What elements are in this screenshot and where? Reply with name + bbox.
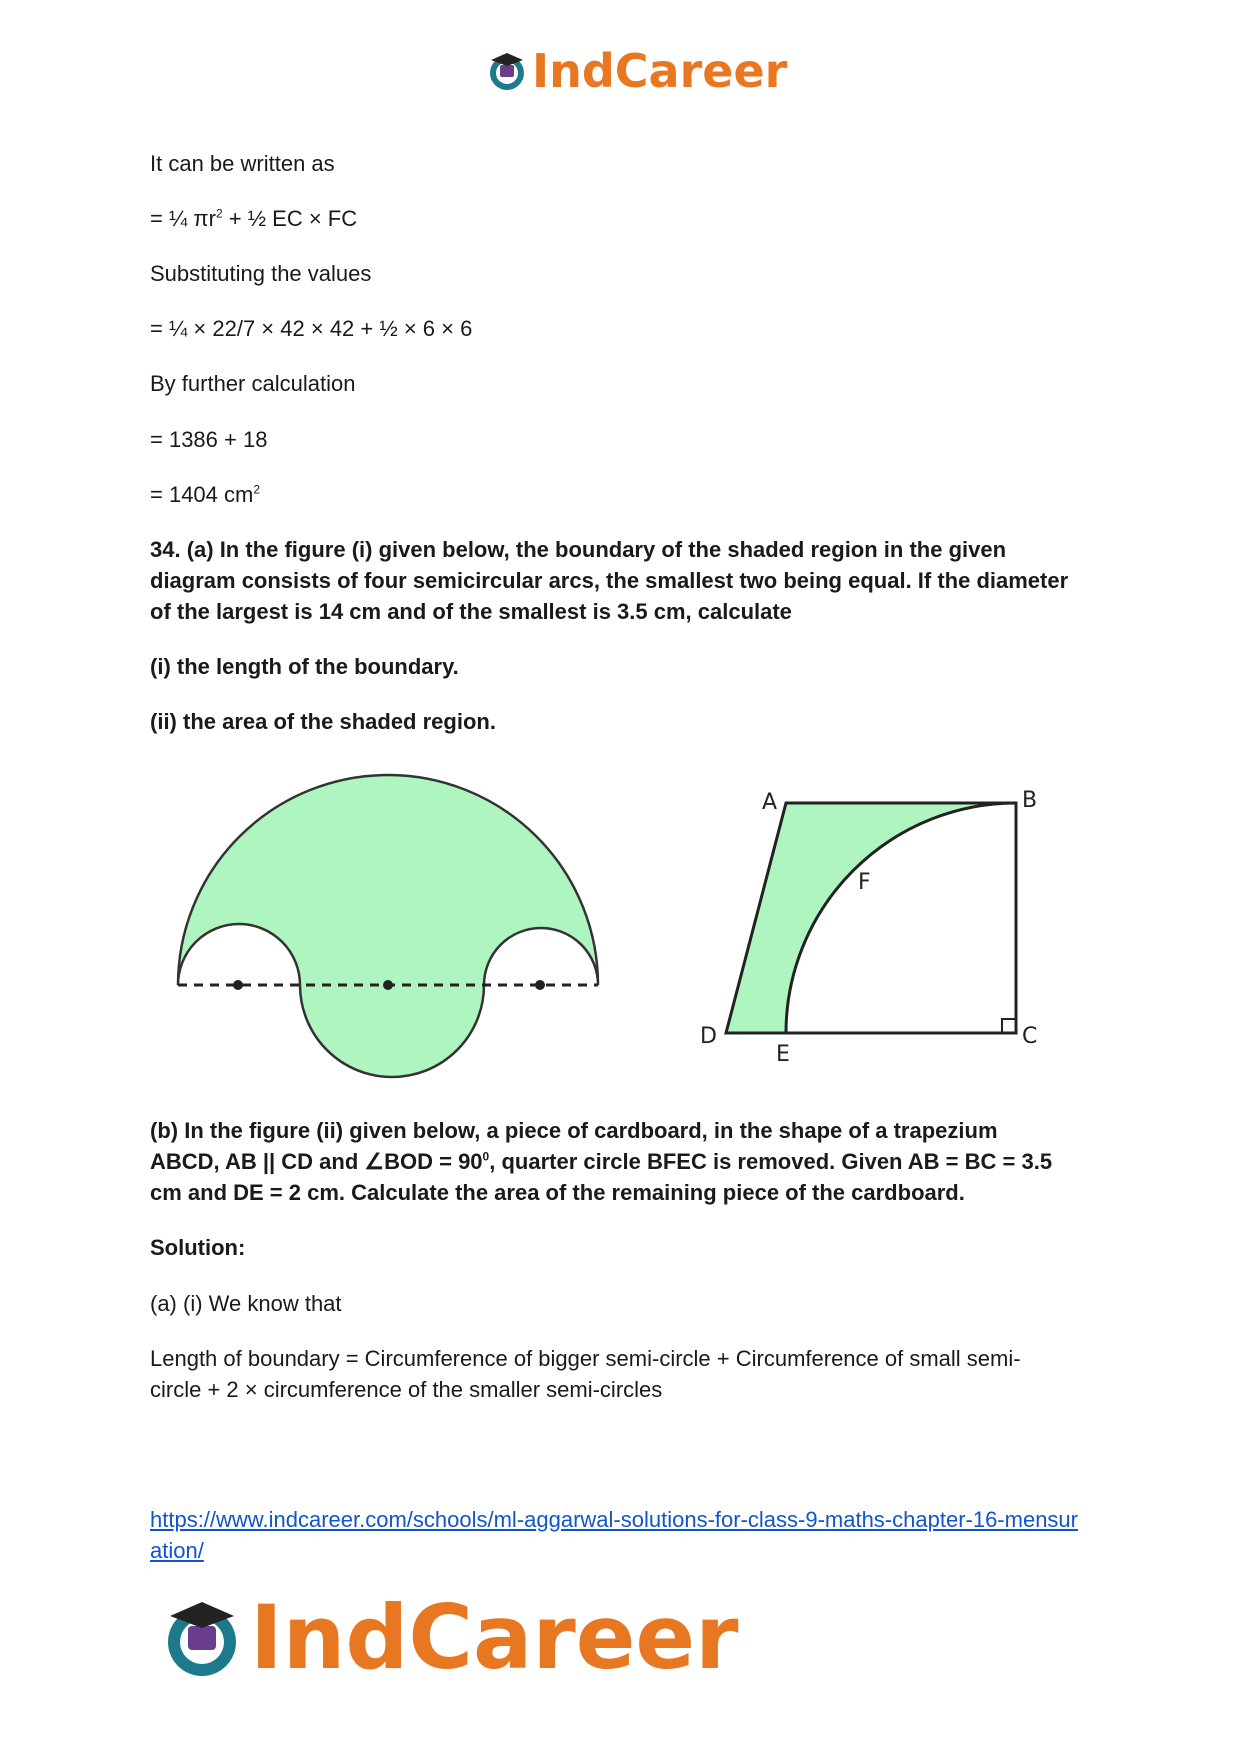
label-c: C	[1022, 1024, 1038, 1049]
source-link[interactable]: https://www.indcareer.com/schools/ml-aggarwal-solutions-for-class-9-maths-chapter-16-mensuration/	[150, 1507, 1078, 1563]
formula-line: = ¼ $\pi r^2$ + ½ EC × FC	[150, 206, 358, 231]
text-line: It can be written as	[150, 151, 335, 176]
center-point	[383, 980, 393, 990]
text-line: Substituting the values	[150, 261, 372, 286]
question-34a: 34. (a) In the figure (i) given below, the boundary of the shaded region in the given diagram consists of four semicircular arcs, the smallest two being equal. If the diameter of the largest is 14 cm and of the smallest is 3.5 cm, calculate	[150, 537, 1069, 624]
graduation-globe-icon	[486, 50, 528, 92]
center-point	[233, 980, 243, 990]
figure-i-semicircles	[170, 770, 610, 1090]
graduation-globe-icon	[160, 1596, 244, 1680]
center-point	[535, 980, 545, 990]
brand-name: IndCareer	[532, 44, 788, 98]
label-b: B	[1022, 788, 1038, 813]
label-f: F	[858, 870, 871, 895]
text-line: By further calculation	[150, 371, 356, 396]
question-part-i: (i) the length of the boundary.	[150, 654, 459, 679]
question-part-ii: (ii) the area of the shaded region.	[150, 709, 496, 734]
header-logo	[486, 44, 787, 98]
shaded-region	[726, 803, 1016, 1033]
label-a: A	[762, 790, 778, 815]
solution-heading: Solution:	[150, 1235, 246, 1260]
formula-line: = 1404 $cm^2$	[150, 482, 261, 507]
brand-name: IndCareer	[250, 1586, 739, 1689]
shaded-region	[178, 775, 598, 1077]
footer-logo	[160, 1586, 739, 1689]
text-line: Length of boundary = Circumference of bigger semi-circle + Circumference of small semi-circle + 2 × circumference of the smaller semi-circles	[150, 1346, 1021, 1402]
label-e: E	[776, 1042, 790, 1067]
right-angle-marker	[1002, 1019, 1016, 1033]
formula-line: = ¼ × 22/7 × 42 × 42 + ½ × 6 × 6	[150, 316, 473, 341]
question-34b: (b) In the figure (ii) given below, a piece of cardboard, in the shape of a trapezium ABCD, AB || CD and ∠BOD = $90^0$, quarter circle BFEC is removed. Given AB = BC = 3.5 cm and DE = 2 cm. Calculate the area of the remaining piece of the cardboard.	[150, 1118, 1053, 1205]
formula-line: = 1386 + 18	[150, 427, 268, 452]
figure-ii-trapezium	[690, 775, 1070, 1075]
label-d: D	[700, 1024, 717, 1049]
text-line: (a) (i) We know that	[150, 1291, 342, 1316]
